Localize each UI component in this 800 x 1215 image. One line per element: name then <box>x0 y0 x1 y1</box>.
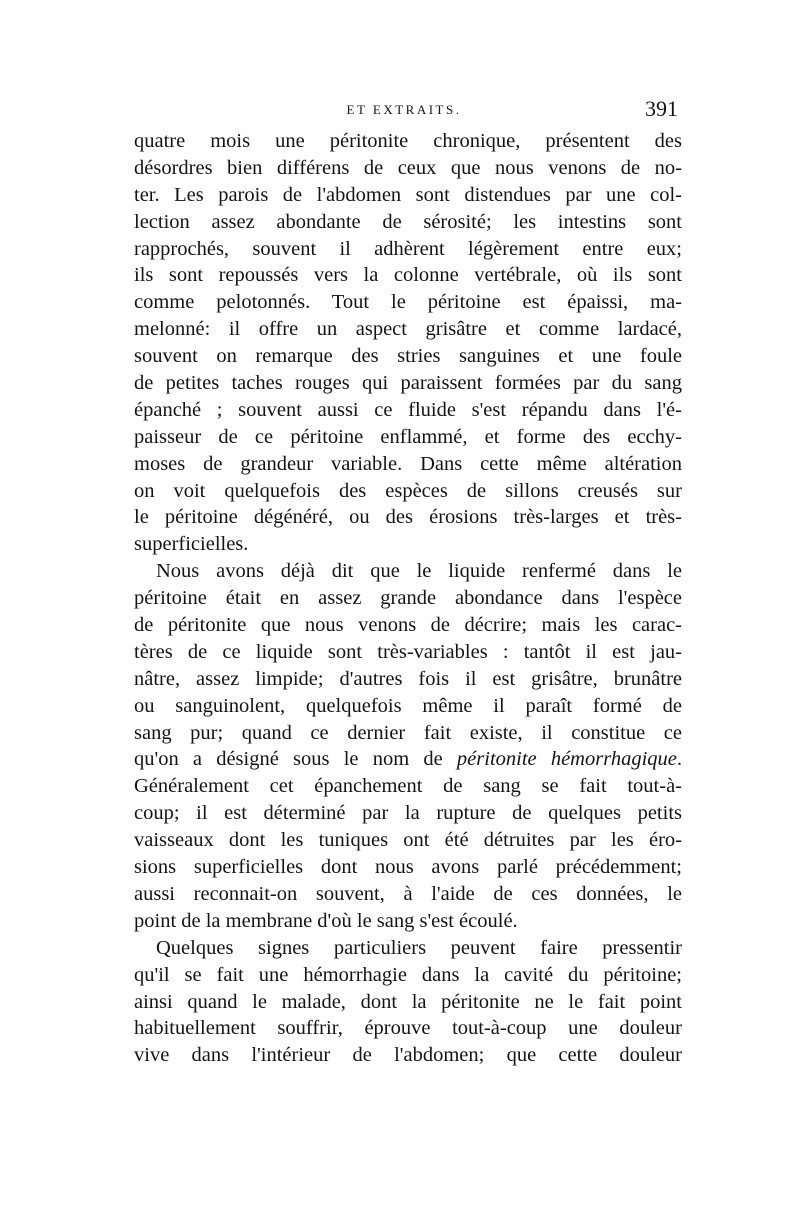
text-line: nâtre, assez limpide; d'autres fois il est grisâtre, brunâtre <box>134 667 682 690</box>
text-line: quatre mois une péritonite chronique, présentent des <box>134 130 682 152</box>
text-line: ter. Les parois de l'abdomen sont distendues par une col- <box>134 183 682 206</box>
running-head <box>130 96 678 128</box>
text-line: lection assez abondante de sérosité; les intestins sont <box>134 210 682 233</box>
text-line: de péritonite que nous venons de décrire; mais les carac- <box>134 614 682 637</box>
text-line: superficielles. <box>134 533 249 556</box>
text-line: tères de ce liquide sont très-variables : tantôt il est jau- <box>134 640 682 663</box>
text-line: péritoine était en assez grande abondance dans l'espèce <box>134 587 682 610</box>
text-line: désordres bien différens de ceux que nous venons de no- <box>134 156 682 179</box>
running-title: ET EXTRAITS. <box>346 102 462 117</box>
text-line: on voit quelquefois des espèces de sillons creusés sur <box>134 479 682 502</box>
text-line: rapprochés, souvent il adhèrent légèrement entre eux; <box>134 237 682 260</box>
text-line: paisseur de ce péritoine enflammé, et forme des ecchy- <box>134 425 682 448</box>
text-line: souvent on remarque des stries sanguines et une foule <box>134 345 682 368</box>
text-line: melonné: il offre un aspect grisâtre et comme lardacé, <box>134 318 682 341</box>
text-segment: qu'on a désigné sous le nom de <box>134 748 457 771</box>
text-line: habituellement souffrir, éprouve tout-à-coup une douleur <box>134 1017 682 1040</box>
text-line: ou sanguinolent, quelquefois même il paraît formé de <box>134 694 682 717</box>
text-line: de petites taches rouges qui paraissent formées par du sang <box>134 372 682 395</box>
text-line: moses de grandeur variable. Dans cette même altération <box>134 452 682 475</box>
text-line: vaisseaux dont les tuniques ont été détruites par les éro- <box>134 829 682 852</box>
body-text <box>134 128 682 1069</box>
paragraph-first-line: Nous avons déjà dit que le liquide renfermé dans le <box>156 560 682 583</box>
text-line: vive dans l'intérieur de l'abdomen; que cette douleur <box>134 1044 682 1067</box>
page-number: 391 <box>645 96 678 121</box>
text-line-with-italic-term <box>134 746 682 773</box>
text-line: qu'il se fait une hémorrhagie dans la cavité du péritoine; <box>134 963 682 986</box>
text-line: point de la membrane d'où le sang s'est écoulé. <box>134 909 518 932</box>
italic-term: péritonite hémorrhagique <box>456 748 677 771</box>
text-line: sang pur; quand ce dernier fait existe, il constitue ce <box>134 721 682 744</box>
text-line: épanché ; souvent aussi ce fluide s'est répandu dans l'é- <box>134 398 682 421</box>
text-line: le péritoine dégénéré, ou des érosions très-larges et très- <box>134 506 682 529</box>
text-line: coup; il est déterminé par la rupture de quelques petits <box>134 802 682 825</box>
text-line: ainsi quand le malade, dont la péritonite ne le fait point <box>134 990 682 1013</box>
text-line: comme pelotonnés. Tout le péritoine est épaissi, ma- <box>134 291 682 314</box>
text-line: ils sont repoussés vers la colonne vertébrale, où ils sont <box>134 264 682 287</box>
text-line: aussi reconnait-on souvent, à l'aide de ces données, le <box>134 882 682 905</box>
text-segment: . <box>676 748 682 771</box>
paragraph-first-line: Quelques signes particuliers peuvent faire pressentir <box>156 936 682 959</box>
text-line: sions superficielles dont nous avons parlé précédemment; <box>134 856 682 879</box>
text-line: Généralement cet épanchement de sang se fait tout-à- <box>134 775 682 798</box>
